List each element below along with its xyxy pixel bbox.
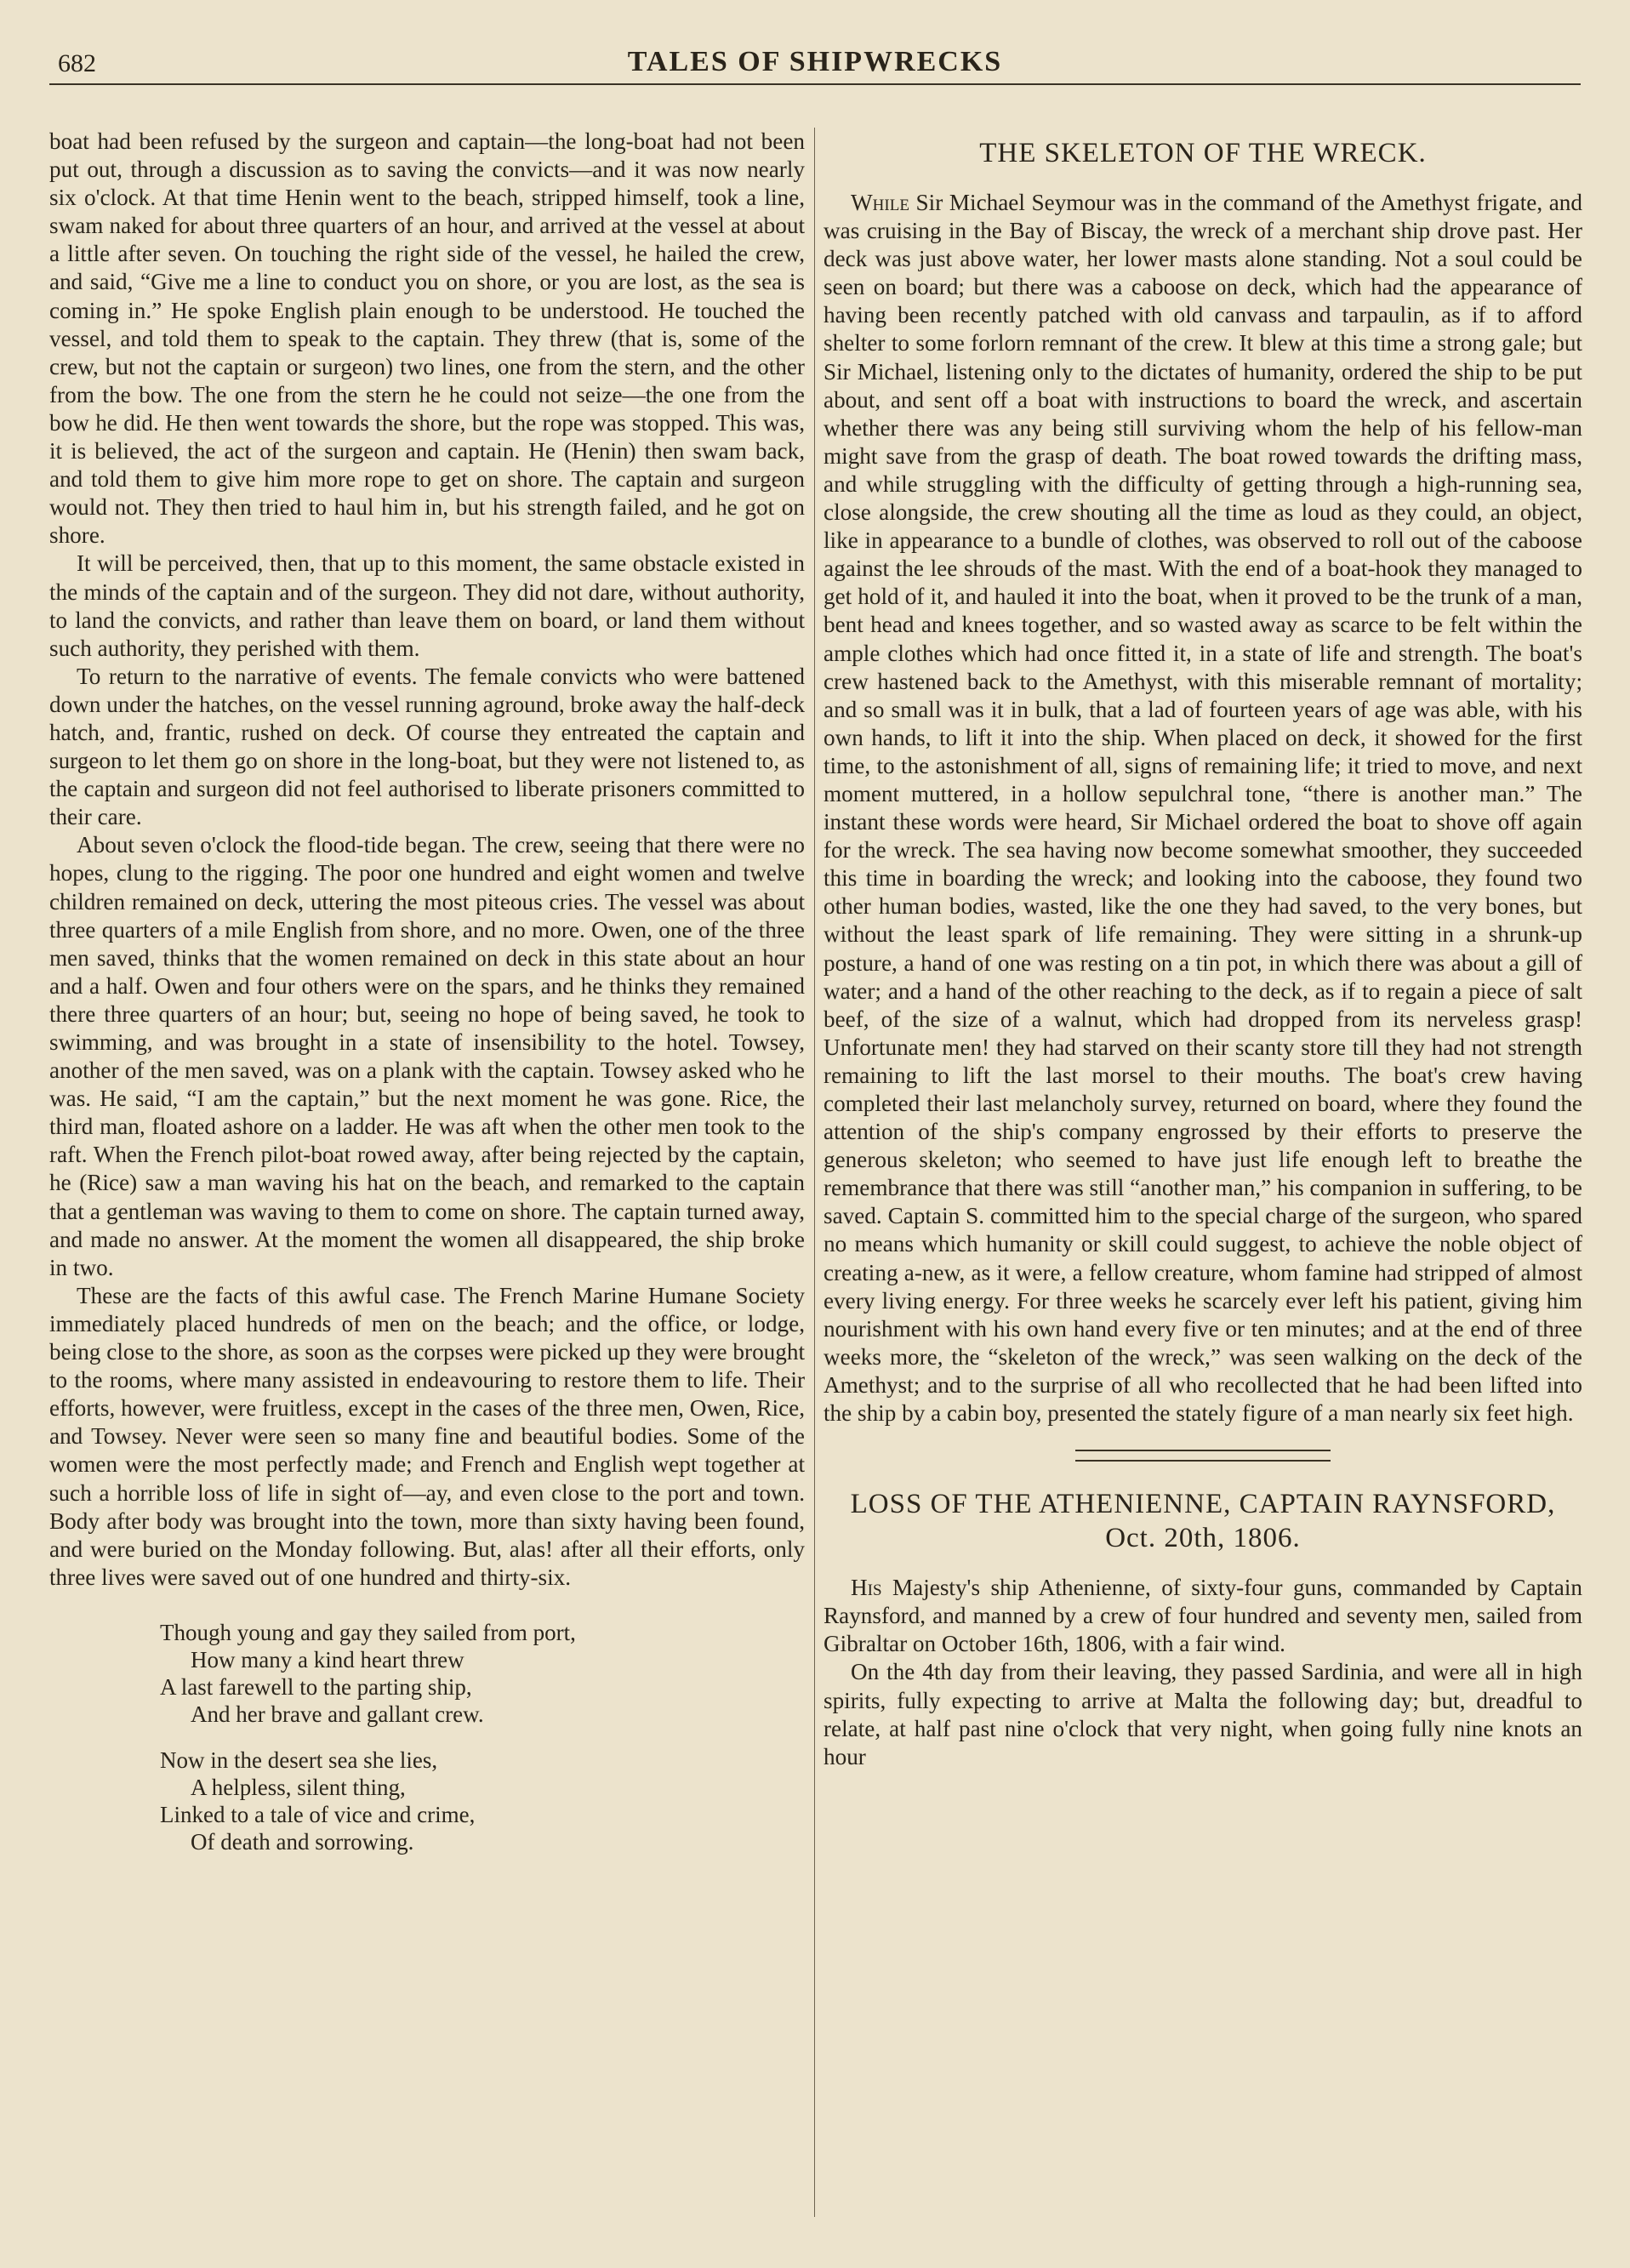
drop-word: His (851, 1575, 882, 1601)
poem-line: Now in the desert sea she lies, (160, 1747, 438, 1773)
poem (160, 1619, 805, 1855)
paragraph: To return to the narrative of events. The female convicts who were battened down under the hatches, on the vessel running aground, broke away the half-deck hatch, and, frantic, rushed on deck. Of course they entreated the captain and surgeon to let them go on shore in the long-boat, but they were not listened to, as the captain and surgeon did not feel authorised to liberate prisoners committed to their care. (49, 663, 805, 830)
paragraph (824, 189, 1582, 1427)
paragraph-text: Majesty's ship Athenienne, of sixty-four guns, commanded by Captain Raynsford, and manned by a crew of four hundred and seventy men, sailed from Gibraltar on October 16th, 1806, with a fair wind. (824, 1575, 1582, 1657)
article-title: THE SKELETON OF THE WRECK. (979, 138, 1427, 168)
poem-line: And her brave and gallant crew. (191, 1701, 484, 1727)
running-title: TALES OF SHIPWRECKS (627, 46, 1003, 77)
poem-stanza (160, 1747, 805, 1855)
poem-stanza (160, 1619, 805, 1728)
poem-line: Of death and sorrowing. (191, 1828, 414, 1855)
running-head (49, 41, 1581, 85)
poem-line: A helpless, silent thing, (191, 1774, 406, 1800)
column-divider (814, 128, 815, 2217)
paragraph: On the 4th day from their leaving, they passed Sardinia, and were all in high spirits, fully expecting to arrive at Malta the following day; but, dreadful to relate, at half past nine o'clock that very night, when going fully nine knots an hour (824, 1659, 1582, 1769)
section-separator (1075, 1450, 1331, 1462)
poem-line: How many a kind heart threw (191, 1646, 464, 1673)
poem-line: Linked to a tale of vice and crime, (160, 1801, 476, 1827)
paragraph: It will be perceived, then, that up to this moment, the same obstacle existed in the minds of the captain and of the surgeon. They did not dare, without authority, to land the convicts, and rather than leave them on board, or land them without such authority, they perished with them. (49, 550, 805, 661)
paragraph (824, 1574, 1582, 1658)
poem-line: Though young and gay they sailed from port, (160, 1619, 576, 1645)
article-title: LOSS OF THE ATHENIENNE, CAPTAIN RAYNSFORD, Oct. 20th, 1806. (850, 1489, 1556, 1554)
paragraph: About seven o'clock the flood-tide began. The crew, seeing that there were no hopes, clung to the rigging. The poor one hundred and eight women and twelve children remained on deck, uttering the most piteous cries. The vessel was about three quarters of a mile English from shore, and no more. Owen, one of the three men saved, thinks that the women remained on deck in this state about an hour and a half. Owen and four others were on the spars, and he thinks they remained there three quarters of an hour; but, seeing no hope of being saved, he took to swimming, and was brought in a state of insensibility to the hotel. Towsey, another of the men saved, was on a plank with the captain. Towsey asked who he was. He said, “I am the captain,” but the next moment he was gone. Rice, the third man, floated ashore on a ladder. He was aft when the other men took to the raft. When the French pilot-boat rowed away, after being rejected by the captain, he (Rice) saw a man waving his hat on the beach, and remarked to the captain that a gentleman was waving to them to come on shore. The captain turned away, and made no answer. At the moment the women all disappeared, the ship broke in two. (49, 832, 805, 1280)
paragraph: These are the facts of this awful case. The French Marine Humane Society immediately placed hundreds of men on the beach; and the office, or lodge, being close to the shore, as soon as the corpses were picked up they were brought to the rooms, where many assisted in endeavouring to restore them to life. Their efforts, however, were fruitless, except in the cases of the three men, Owen, Rice, and Towsey. Never were seen so many fine and beautiful bodies. Some of the women were the most perfectly made; and French and English wept together at such a horrible loss of life in sight of—ay, and even close to the port and town. Body after body was brought into the town, more than sixty having been found, and were buried on the Monday following. But, alas! after all their efforts, only three lives were saved out of one hundred and thirty-six. (49, 1282, 805, 1590)
right-column (824, 128, 1582, 2234)
poem-line: A last farewell to the parting ship, (160, 1673, 472, 1700)
page-number: 682 (58, 49, 96, 77)
left-column (49, 128, 805, 2234)
paragraph: boat had been refused by the surgeon and captain—the long-boat had not been put out, through a discussion as to saving the convicts—and it was now nearly six o'clock. At that time Henin went to the beach, stripped himself, took a line, swam naked for about three quarters of an hour, and arrived at the vessel at about a little after seven. On touching the right side of the vessel, he hailed the crew, and said, “Give me a line to conduct you on shore, or you are lost, as the sea is coming in.” He spoke English plain enough to be understood. He touched the vessel, and told them to speak to the captain. They threw (that is, some of the crew, but not the captain or surgeon) two lines, one from the stern, and the other from the bow. The one from the stern he he could not seize—the one from the bow he did. He then went towards the shore, but the rope was stopped. This was, it is believed, the act of the surgeon and captain. He (Henin) then swam back, and told them to give him more rope to get on shore. The captain and surgeon would not. They then tried to haul him in, but his strength failed, and he got on shore. (49, 128, 805, 549)
paragraph-text: Sir Michael Seymour was in the command of the Amethyst frigate, and was cruising in the Bay of Biscay, the wreck of a merchant ship drove past. Her deck was just above water, her lower masts alone standing. Not a soul could be seen on board; but there was a caboose on deck, which had the appearance of having been recently patched with old canvass and tarpaulin, as if to afford shelter to some forlorn remnant of the crew. It blew at this time a strong gale; but Sir Michael, listening only to the dictates of humanity, ordered the ship to be put about, and sent off a boat with instructions to board the wreck, and ascertain whether there was any being still surviving whom the help of his fellow-man might save from the grasp of death. The boat rowed towards the drifting mass, and while struggling with the difficulty of getting through a high-running sea, close alongside, the crew shouting all the time as loud as they could, an object, like in appearance to a bundle of clothes, was observed to roll out of the caboose against the lee shrouds of the mast. With the end of a boat-hook they managed to get hold of it, and hauled it into the boat, when it proved to be the trunk of a man, bent head and knees together, and so wasted away as scarce to be felt within the ample clothes which had once fitted it, in a state of life and strength. The boat's crew hastened back to the Amethyst, with this miserable remnant of mortality; and so small was it in bulk, that a lad of fourteen years of age was able, with his own hands, to lift it into the ship. When placed on deck, it showed for the first time, to the astonishment of all, signs of remaining life; it tried to move, and next moment muttered, in a hollow sepulchral tone, “there is another man.” The instant these words were heard, Sir Michael ordered the boat to shove off again for the wreck. The sea having now become somewhat smoother, they succeeded this time in boarding the wreck; and looking into the caboose, they found two other human bodies, wasted, like the one they had saved, to the very bones, but without the least spark of life remaining. They were sitting in a shrunk-up posture, a hand of one was resting on a tin pot, in which there was about a gill of water; and a hand of the other reaching to the deck, as if to regain a piece of salt beef, of the size of a walnut, which had dropped from its nerveless grasp! Unfortunate men! they had starved on their scanty store till they had not strength remaining to lift the last morsel to their mouths. The boat's crew having completed their last melancholy survey, returned on board, where they found the attention of the ship's company engrossed by their efforts to preserve the generous skeleton; who seemed to have just life enough left to breathe the remembrance that there was still “another man,” his companion in suffering, to be saved. Captain S. committed him to the special charge of the surgeon, who spared no means which humanity or skill could suggest, to achieve the noble object of creating a-new, as it were, a fellow creature, whom famine had stripped of almost every living energy. For three weeks he scarcely ever left his patient, giving him nourishment with his own hand every five or ten minutes; and at the end of three weeks more, the “skeleton of the wreck,” was seen walking on the deck of the Amethyst; and to the surprise of all who recollected that he had been lifted into the ship by a cabin boy, presented the stately figure of a man nearly six feet high. (824, 190, 1582, 1427)
drop-word: While (851, 190, 909, 215)
